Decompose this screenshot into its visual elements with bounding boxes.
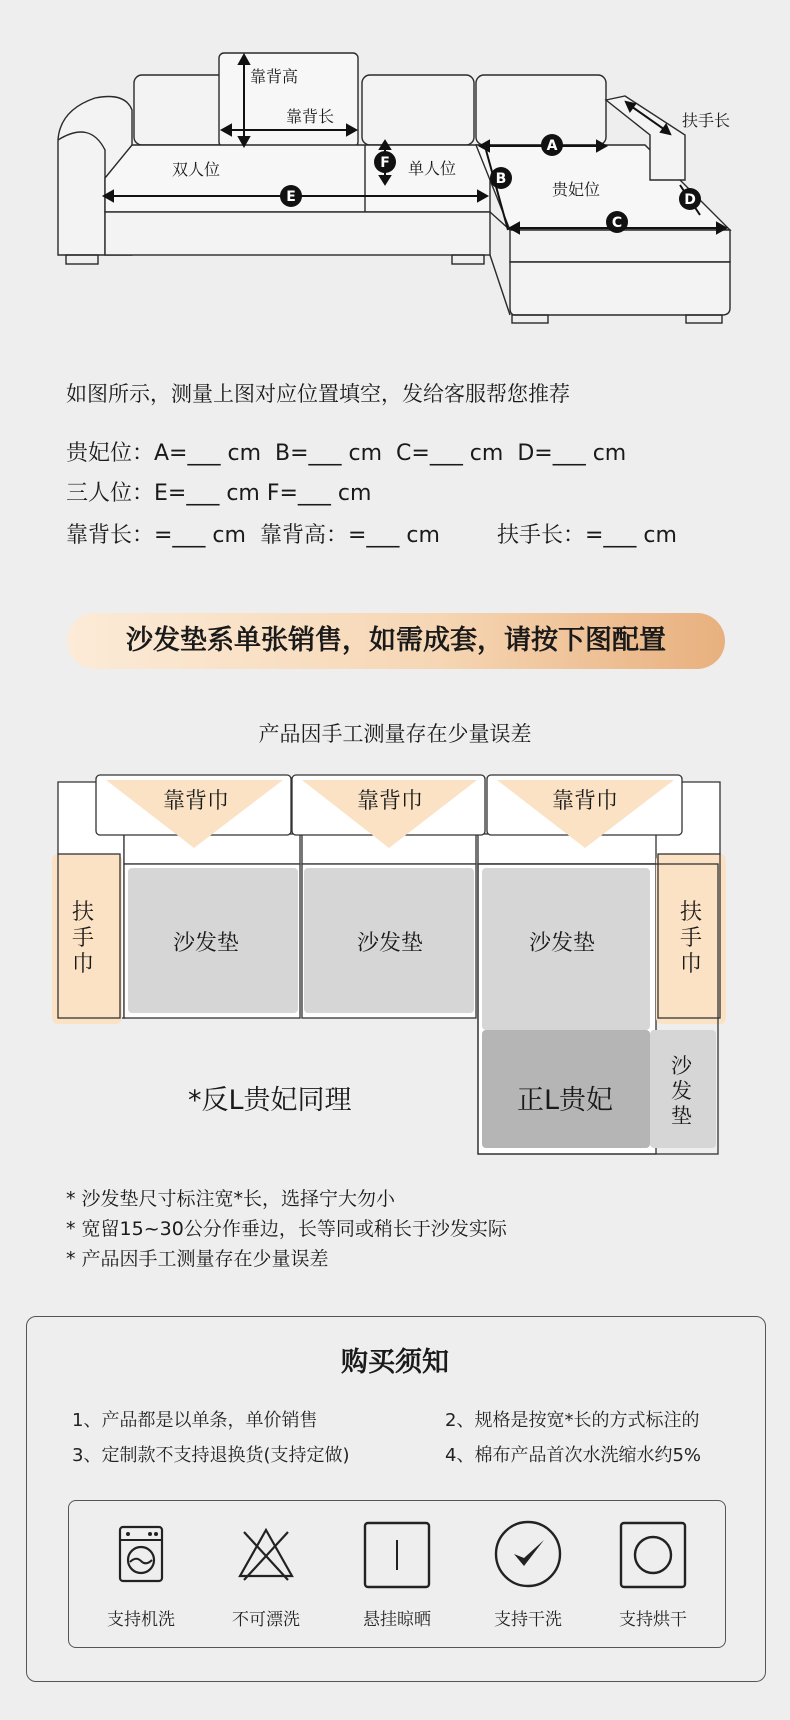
label-double-seat: 双人位	[172, 160, 221, 179]
back-towel-label-2: 靠背巾	[356, 789, 423, 814]
note-3: * 产品因手工测量存在少量误差	[66, 1248, 329, 1270]
marker-b: B	[495, 171, 507, 187]
banner-text: 沙发垫系单张销售，如需成套，请按下图配置	[126, 625, 666, 656]
cushion-label-1: 沙发垫	[172, 931, 239, 956]
instruction-three-seat: 三人位：E=___ cm F=___ cm	[66, 481, 372, 506]
note-1: * 沙发垫尺寸标注宽*长，选择宁大勿小	[66, 1188, 396, 1210]
back-towel-label-1: 靠背巾	[162, 789, 229, 814]
care-label-no-bleach: 不可漂洗	[232, 1610, 300, 1630]
cushion-label-3: 沙发垫	[528, 931, 595, 956]
instruction-chaise: 贵妃位：A=___ cm B=___ cm C=___ cm D=___ cm	[66, 441, 627, 466]
care-label-dry-clean: 支持干洗	[494, 1610, 562, 1630]
marker-f: F	[380, 155, 390, 171]
purchase-item-1: 1、产品都是以单条，单价销售	[72, 1410, 318, 1431]
purchase-title: 购买须知	[341, 1347, 449, 1378]
marker-e: E	[286, 189, 296, 205]
label-single-seat: 单人位	[408, 159, 457, 178]
note-2: * 宽留15~30公分作垂边，长等同或稍长于沙发实际	[66, 1218, 507, 1240]
purchase-item-4: 4、棉布产品首次水洗缩水约5%	[445, 1445, 702, 1466]
sofa-measurement-diagram	[0, 0, 790, 340]
tumble-dry-icon	[618, 1520, 688, 1590]
label-backrest-height: 靠背高	[250, 67, 299, 86]
marker-c: C	[611, 215, 623, 231]
purchase-item-3: 3、定制款不支持退换货(支持定做)	[72, 1445, 350, 1466]
instruction-backrest: 靠背长：=___ cm 靠背高：=___ cm	[66, 523, 440, 548]
arm-towel-label-left: 扶手巾	[72, 900, 95, 977]
label-chaise: 贵妃位	[552, 180, 601, 199]
instruction-armrest: 扶手长：=___ cm	[497, 523, 677, 548]
washing-machine-icon	[116, 1524, 166, 1584]
reverse-l-note: *反L贵妃同理	[188, 1085, 352, 1116]
purchase-item-2: 2、规格是按宽*长的方式标注的	[445, 1410, 700, 1431]
marker-a: A	[546, 138, 558, 154]
care-label-machine-wash: 支持机洗	[107, 1610, 175, 1630]
care-label-hang-dry: 悬挂晾晒	[363, 1610, 431, 1630]
chaise-cushion-label: 正L贵妃	[516, 1085, 614, 1116]
chaise-side-cushion-label: 沙发垫	[671, 1054, 692, 1128]
instruction-intro: 如图所示，测量上图对应位置填空，发给客服帮您推荐	[66, 382, 570, 406]
label-backrest-length: 靠背长	[286, 107, 335, 126]
label-armrest-length: 扶手长	[682, 111, 731, 130]
back-towel-label-3: 靠背巾	[551, 789, 618, 814]
hang-dry-icon	[362, 1520, 432, 1590]
care-label-tumble-dry: 支持烘干	[619, 1610, 687, 1630]
arm-towel-label-right: 扶手巾	[680, 900, 703, 977]
no-bleach-icon	[236, 1524, 296, 1584]
single-sale-banner	[67, 613, 725, 669]
cushion-label-2: 沙发垫	[356, 931, 423, 956]
dry-clean-icon	[492, 1518, 564, 1590]
config-subtitle: 产品因手工测量存在少量误差	[258, 722, 532, 746]
marker-d: D	[684, 192, 696, 208]
